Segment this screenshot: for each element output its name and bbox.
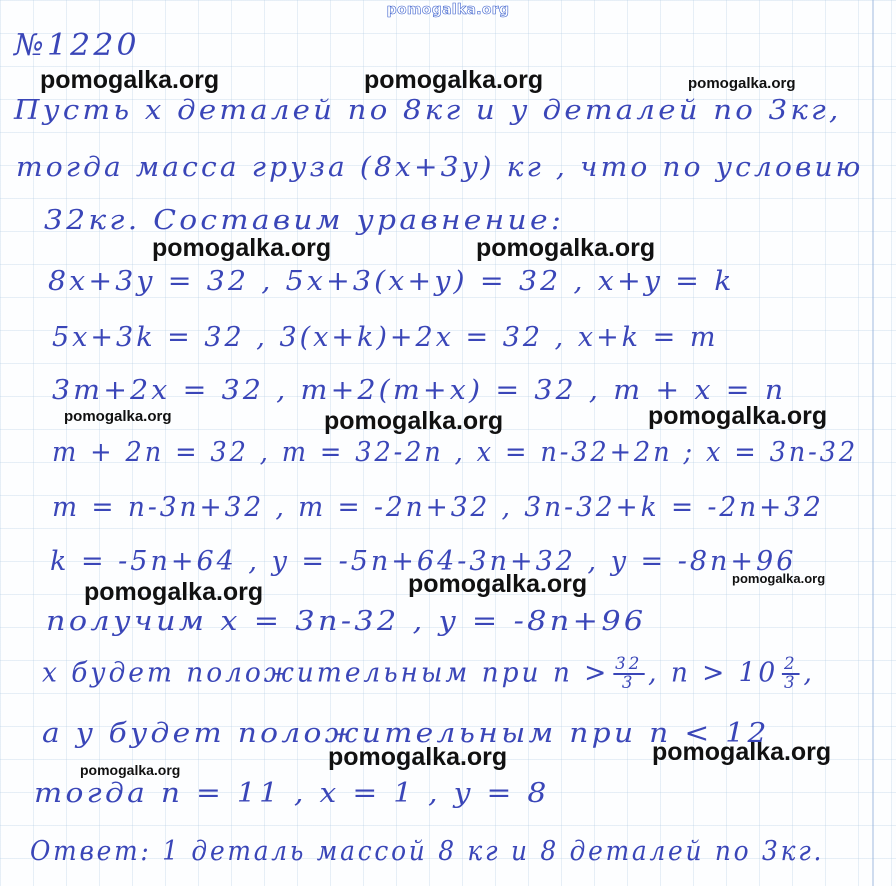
watermark: pomogalka.org <box>64 408 172 425</box>
margin-line <box>872 0 874 886</box>
watermark: pomogalka.org <box>648 402 828 430</box>
watermark: pomogalka.org <box>732 571 826 586</box>
solution-line-1: Пусть x деталей по 8кг и y деталей по 3кг, <box>14 95 842 126</box>
solution-line-12: a y будет положительным при n < 12 <box>42 718 770 749</box>
watermark: pomogalka.org <box>652 738 832 766</box>
solution-line-4: 8x+3y = 32 , 5x+3(x+y) = 32 , x+y = k <box>48 266 735 297</box>
watermark: pomogalka.org <box>324 407 504 435</box>
fraction-numerator: 2 <box>784 654 798 674</box>
watermark: pomogalka.org <box>328 743 508 771</box>
watermark: pomogalka.org <box>364 66 544 94</box>
solution-line-10: получим x = 3n-32 , y = -8n+96 <box>46 606 647 637</box>
fraction-denominator: 3 <box>621 673 636 693</box>
condition-prefix: x будет положительным при n > <box>42 657 610 689</box>
condition-middle: , n > 10 <box>648 657 779 689</box>
watermark: pomogalka.org <box>476 234 656 262</box>
solution-line-7: m + 2n = 32 , m = 32-2n , x = n-32+2n ; x = 3n-32 <box>52 437 859 468</box>
fraction-numerator: 32 <box>615 654 643 674</box>
solution-line-8: m = n-3n+32 , m = -2n+32 , 3n-32+k = -2n+32 <box>52 492 824 523</box>
solution-line-2: тогда масса груза (8x+3y) кг , что по условию <box>16 152 864 183</box>
site-header[interactable]: pomogalka.org <box>386 2 510 18</box>
solution-line-11 <box>42 656 815 692</box>
watermark: pomogalka.org <box>84 578 264 606</box>
solution-line-13: тогда n = 11 , x = 1 , y = 8 <box>34 778 550 809</box>
solution-line-3: 32кг. Составим уравнение: <box>44 205 565 236</box>
watermark: pomogalka.org <box>40 66 220 94</box>
fraction-32-3 <box>613 656 644 692</box>
answer-line: Ответ: 1 деталь массой 8 кг и 8 деталей по 3кг. <box>30 836 825 867</box>
fraction-2-3 <box>782 656 799 692</box>
watermark: pomogalka.org <box>688 75 796 92</box>
problem-number: №1220 <box>14 28 140 63</box>
watermark: pomogalka.org <box>152 234 332 262</box>
watermark: pomogalka.org <box>80 762 181 778</box>
solution-line-5: 5x+3k = 32 , 3(x+k)+2x = 32 , x+k = m <box>52 322 719 353</box>
solution-line-9: k = -5n+64 , y = -5n+64-3n+32 , y = -8n+96 <box>50 546 797 577</box>
fraction-denominator: 3 <box>784 673 798 693</box>
condition-suffix: , <box>803 657 815 689</box>
watermark: pomogalka.org <box>408 570 588 598</box>
solution-line-6: 3m+2x = 32 , m+2(m+x) = 32 , m + x = n <box>52 375 787 406</box>
